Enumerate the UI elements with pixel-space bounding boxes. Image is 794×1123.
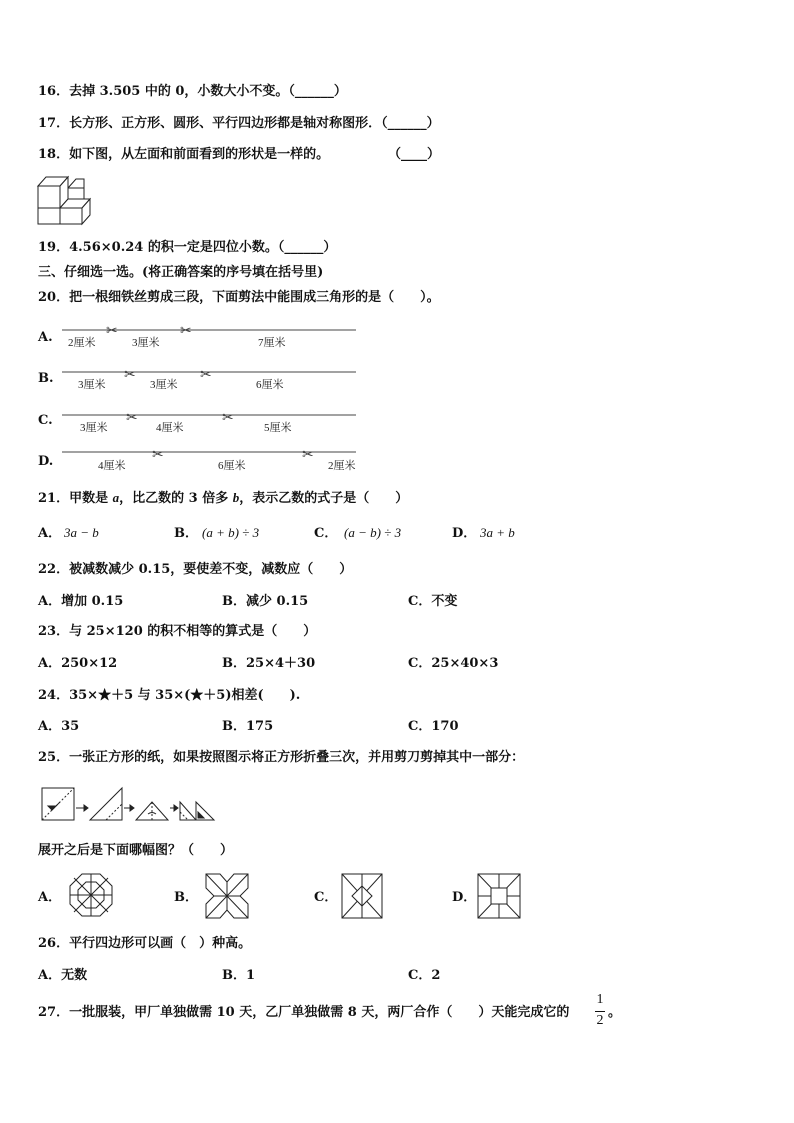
scissors-icon	[152, 447, 164, 463]
q26-number: 26．	[38, 936, 70, 951]
q21-option-a-letter: A．	[38, 526, 62, 541]
q16-number: 16．	[38, 84, 70, 99]
q24-option-b: B．175	[222, 719, 274, 734]
q21-option-c-letter: C．	[314, 526, 338, 541]
svg-text:✂: ✂	[124, 367, 136, 383]
q18-answer-blank: （____）	[388, 147, 441, 162]
q25-line	[38, 750, 524, 766]
q25-option-a-letter: A．	[38, 890, 62, 905]
q25-option-a-figure	[68, 872, 114, 918]
q24-option-c: C．170	[408, 719, 459, 734]
q23-option-b: B．25×4＋30	[222, 656, 316, 671]
svg-text:✂: ✂	[200, 367, 212, 383]
q20-b-seg3: 6厘米	[256, 379, 284, 391]
svg-text:✂: ✂	[106, 323, 118, 339]
q17-text: 长方形、正方形、圆形、平行四边形都是轴对称图形．（______）	[69, 116, 440, 131]
q20-option-d-wire	[60, 444, 360, 476]
q20-d-seg2: 6厘米	[218, 460, 246, 472]
q20-c-seg1: 3厘米	[80, 422, 108, 434]
section-3-heading: 三、仔细选一选。(将正确答案的序号填在括号里)	[38, 265, 324, 280]
q27-fraction-bar	[595, 1011, 605, 1012]
q20-a-seg1: 2厘米	[68, 337, 96, 349]
q26-option-c: C．2	[408, 968, 441, 983]
q20-d-seg1: 4厘米	[98, 460, 126, 472]
q22-text: 被减数减少 0.15，要使差不变，减数应（ ）	[69, 562, 353, 577]
scissors-icon	[302, 447, 314, 463]
q25-option-d-figure	[476, 872, 522, 920]
q18-line	[38, 147, 329, 163]
q26-option-a: A．无数	[38, 968, 88, 983]
q27-number: 27．	[38, 1005, 70, 1020]
q21-option-a-math: 3a − b	[64, 525, 99, 540]
svg-text:✂: ✂	[126, 410, 138, 426]
q20-option-d-letter: D.	[38, 454, 54, 469]
q21-option-c-math: (a − b) ÷ 3	[344, 525, 402, 540]
q20-a-seg2: 3厘米	[132, 337, 160, 349]
q27-fraction-denominator: 2	[596, 1013, 604, 1028]
q24-option-a: A．35	[38, 719, 80, 734]
q20-option-a-wire	[60, 322, 360, 354]
scissors-icon	[222, 410, 234, 426]
q25-folding-steps-figure	[40, 784, 220, 826]
q26-option-b: B．1	[222, 968, 256, 983]
q27-line	[38, 1005, 569, 1021]
q25-option-c-letter: C．	[314, 890, 338, 905]
q24-text: 35×★＋5 与 35×(★＋5)相差( ).	[69, 688, 301, 703]
q19-line	[38, 240, 336, 256]
q23-number: 23．	[38, 624, 70, 639]
q25-option-c-figure	[340, 872, 384, 920]
q20-option-c-letter: C.	[38, 413, 53, 428]
q22-option-a: A．增加 0.15	[38, 594, 124, 609]
q20-option-b-wire	[60, 364, 360, 396]
q20-d-seg3: 2厘米	[328, 460, 356, 472]
q21-option-b-letter: B．	[174, 526, 198, 541]
q20-a-seg3: 7厘米	[258, 337, 286, 349]
q27-end: 。	[608, 1005, 622, 1020]
scissors-icon	[180, 323, 192, 339]
q21-option-d-letter: D．	[452, 526, 477, 541]
scissors-icon	[200, 367, 212, 383]
q23-line	[38, 624, 316, 640]
q20-option-b-letter: B.	[38, 371, 54, 386]
q20-option-c-wire	[60, 407, 360, 439]
q21-var-a: a	[112, 490, 120, 505]
svg-text:✂: ✂	[222, 410, 234, 426]
q24-number: 24．	[38, 688, 70, 703]
q26-text: 平行四边形可以画（ ）种高。	[69, 936, 252, 951]
q22-option-b: B．减少 0.15	[222, 594, 309, 609]
q21-text-mid: ，比乙数的 3 倍多	[119, 491, 233, 506]
q21-line	[38, 490, 408, 507]
scissors-icon	[126, 410, 138, 426]
q20-b-seg1: 3厘米	[78, 379, 106, 391]
q23-text: 与 25×120 的积不相等的算式是（ ）	[69, 624, 317, 639]
q17-number: 17．	[38, 116, 70, 131]
q27-fraction-numerator: 1	[596, 992, 604, 1007]
q20-b-seg2: 3厘米	[150, 379, 178, 391]
q26-line	[38, 936, 251, 952]
q21-text-post: ，表示乙数的式子是（ ）	[239, 491, 409, 506]
q22-number: 22．	[38, 562, 70, 577]
q25-option-b-letter: B．	[174, 890, 198, 905]
q21-text-pre: 甲数是	[69, 491, 113, 506]
svg-text:✂: ✂	[180, 323, 192, 339]
q20-text: 把一根细铁丝剪成三段，下面剪法中能围成三角形的是（ ）。	[69, 290, 440, 305]
q22-option-c: C．不变	[408, 594, 458, 609]
q21-option-b-math: (a + b) ÷ 3	[202, 525, 260, 540]
q25-number: 25．	[38, 750, 70, 765]
q25-subquestion: 展开之后是下面哪幅图？（ ）	[38, 843, 234, 858]
q18-number: 18．	[38, 147, 70, 162]
q16-line	[38, 84, 347, 100]
q25-text: 一张正方形的纸，如果按照图示将正方形折叠三次，并用剪刀剪掉其中一部分：	[69, 750, 525, 765]
q25-option-d-letter: D．	[452, 890, 477, 905]
q20-line	[38, 290, 440, 306]
scissors-icon	[124, 367, 136, 383]
q20-option-a-letter: A.	[38, 330, 53, 345]
q21-option-d-math: 3a + b	[480, 525, 515, 540]
svg-text:✂: ✂	[302, 447, 314, 463]
q25-option-b-figure	[204, 872, 250, 920]
q18-cubes-figure	[36, 174, 88, 226]
q24-line	[38, 688, 300, 704]
q23-option-c: C．25×40×3	[408, 656, 499, 671]
q17-line	[38, 116, 440, 132]
q19-number: 19．	[38, 240, 70, 255]
q20-c-seg2: 4厘米	[156, 422, 184, 434]
q23-option-a: A．250×12	[38, 656, 118, 671]
scissors-icon	[106, 323, 118, 339]
q21-var-b: b	[232, 490, 240, 505]
q22-line	[38, 562, 352, 578]
q20-c-seg3: 5厘米	[264, 422, 292, 434]
q16-text: 去掉 3.505 中的 0，小数大小不变。（______）	[69, 84, 347, 99]
q21-number: 21．	[38, 491, 70, 506]
q19-text: 4.56×0.24 的积一定是四位小数。（______）	[69, 240, 337, 255]
svg-text:✂: ✂	[152, 447, 164, 463]
q18-text: 如下图，从左面和前面看到的形状是一样的。	[69, 147, 330, 162]
q27-text: 一批服装，甲厂单独做需 10 天，乙厂单独做需 8 天，两厂合作（ ）天能完成它的	[69, 1005, 570, 1020]
q20-number: 20．	[38, 290, 70, 305]
